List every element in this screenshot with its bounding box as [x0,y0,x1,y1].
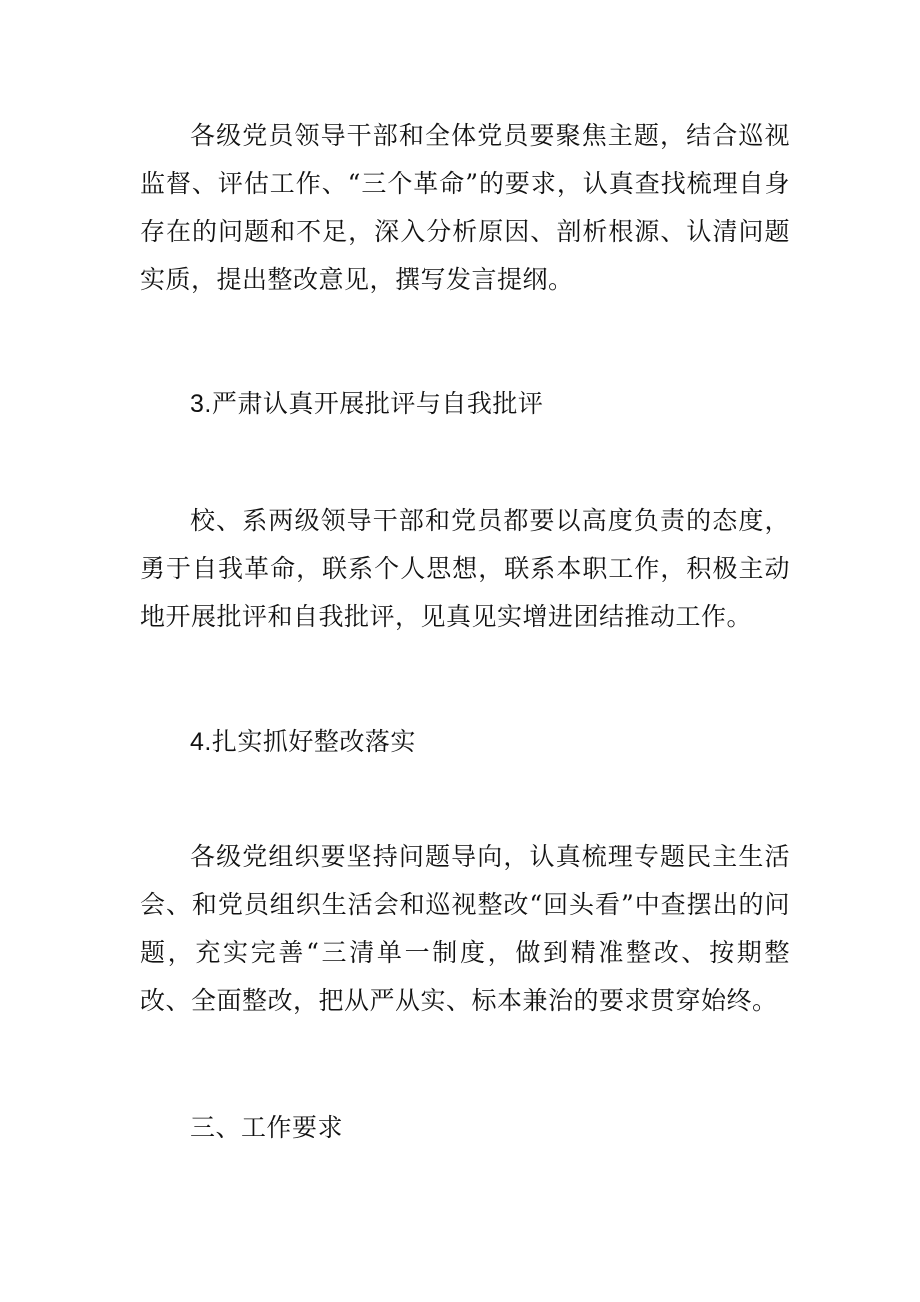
subheading-3-text: 严肃认真开展批评与自我批评 [211,389,544,418]
section-heading-work-requirements: 三、工作要求 [190,1113,344,1142]
body-paragraph-3: 各级党组织要坚持问题导向，认真梳理专题民主生活会、和党员组织生活会和巡视整改“回头看”中查摆出的问题，充实完善“三清单一制度，做到精准整改、按期整改、全面整改，把从严从实、标本兼治的要求贯穿始终。 [140,842,790,1015]
subheading-4 [190,718,416,766]
subheading-3 [190,380,543,428]
subheading-3-number: 3. [190,390,212,418]
body-paragraph-2: 校、系两级领导干部和党员都要以高度负责的态度，勇于自我革命，联系个人思想，联系本职工作，积极主动地开展批评和自我批评，见真见实增进团结推动工作。 [140,506,790,631]
subheading-4-text: 扎实抓好整改落实 [211,727,416,756]
body-paragraph-1: 各级党员领导干部和全体党员要聚焦主题，结合巡视监督、评估工作、“三个革命”的要求，认真查找梳理自身存在的问题和不足，深入分析原因、剖析根源、认清问题实质，提出整改意见，撰写发言提纲。 [140,121,790,294]
subheading-4-number: 4. [190,728,212,756]
